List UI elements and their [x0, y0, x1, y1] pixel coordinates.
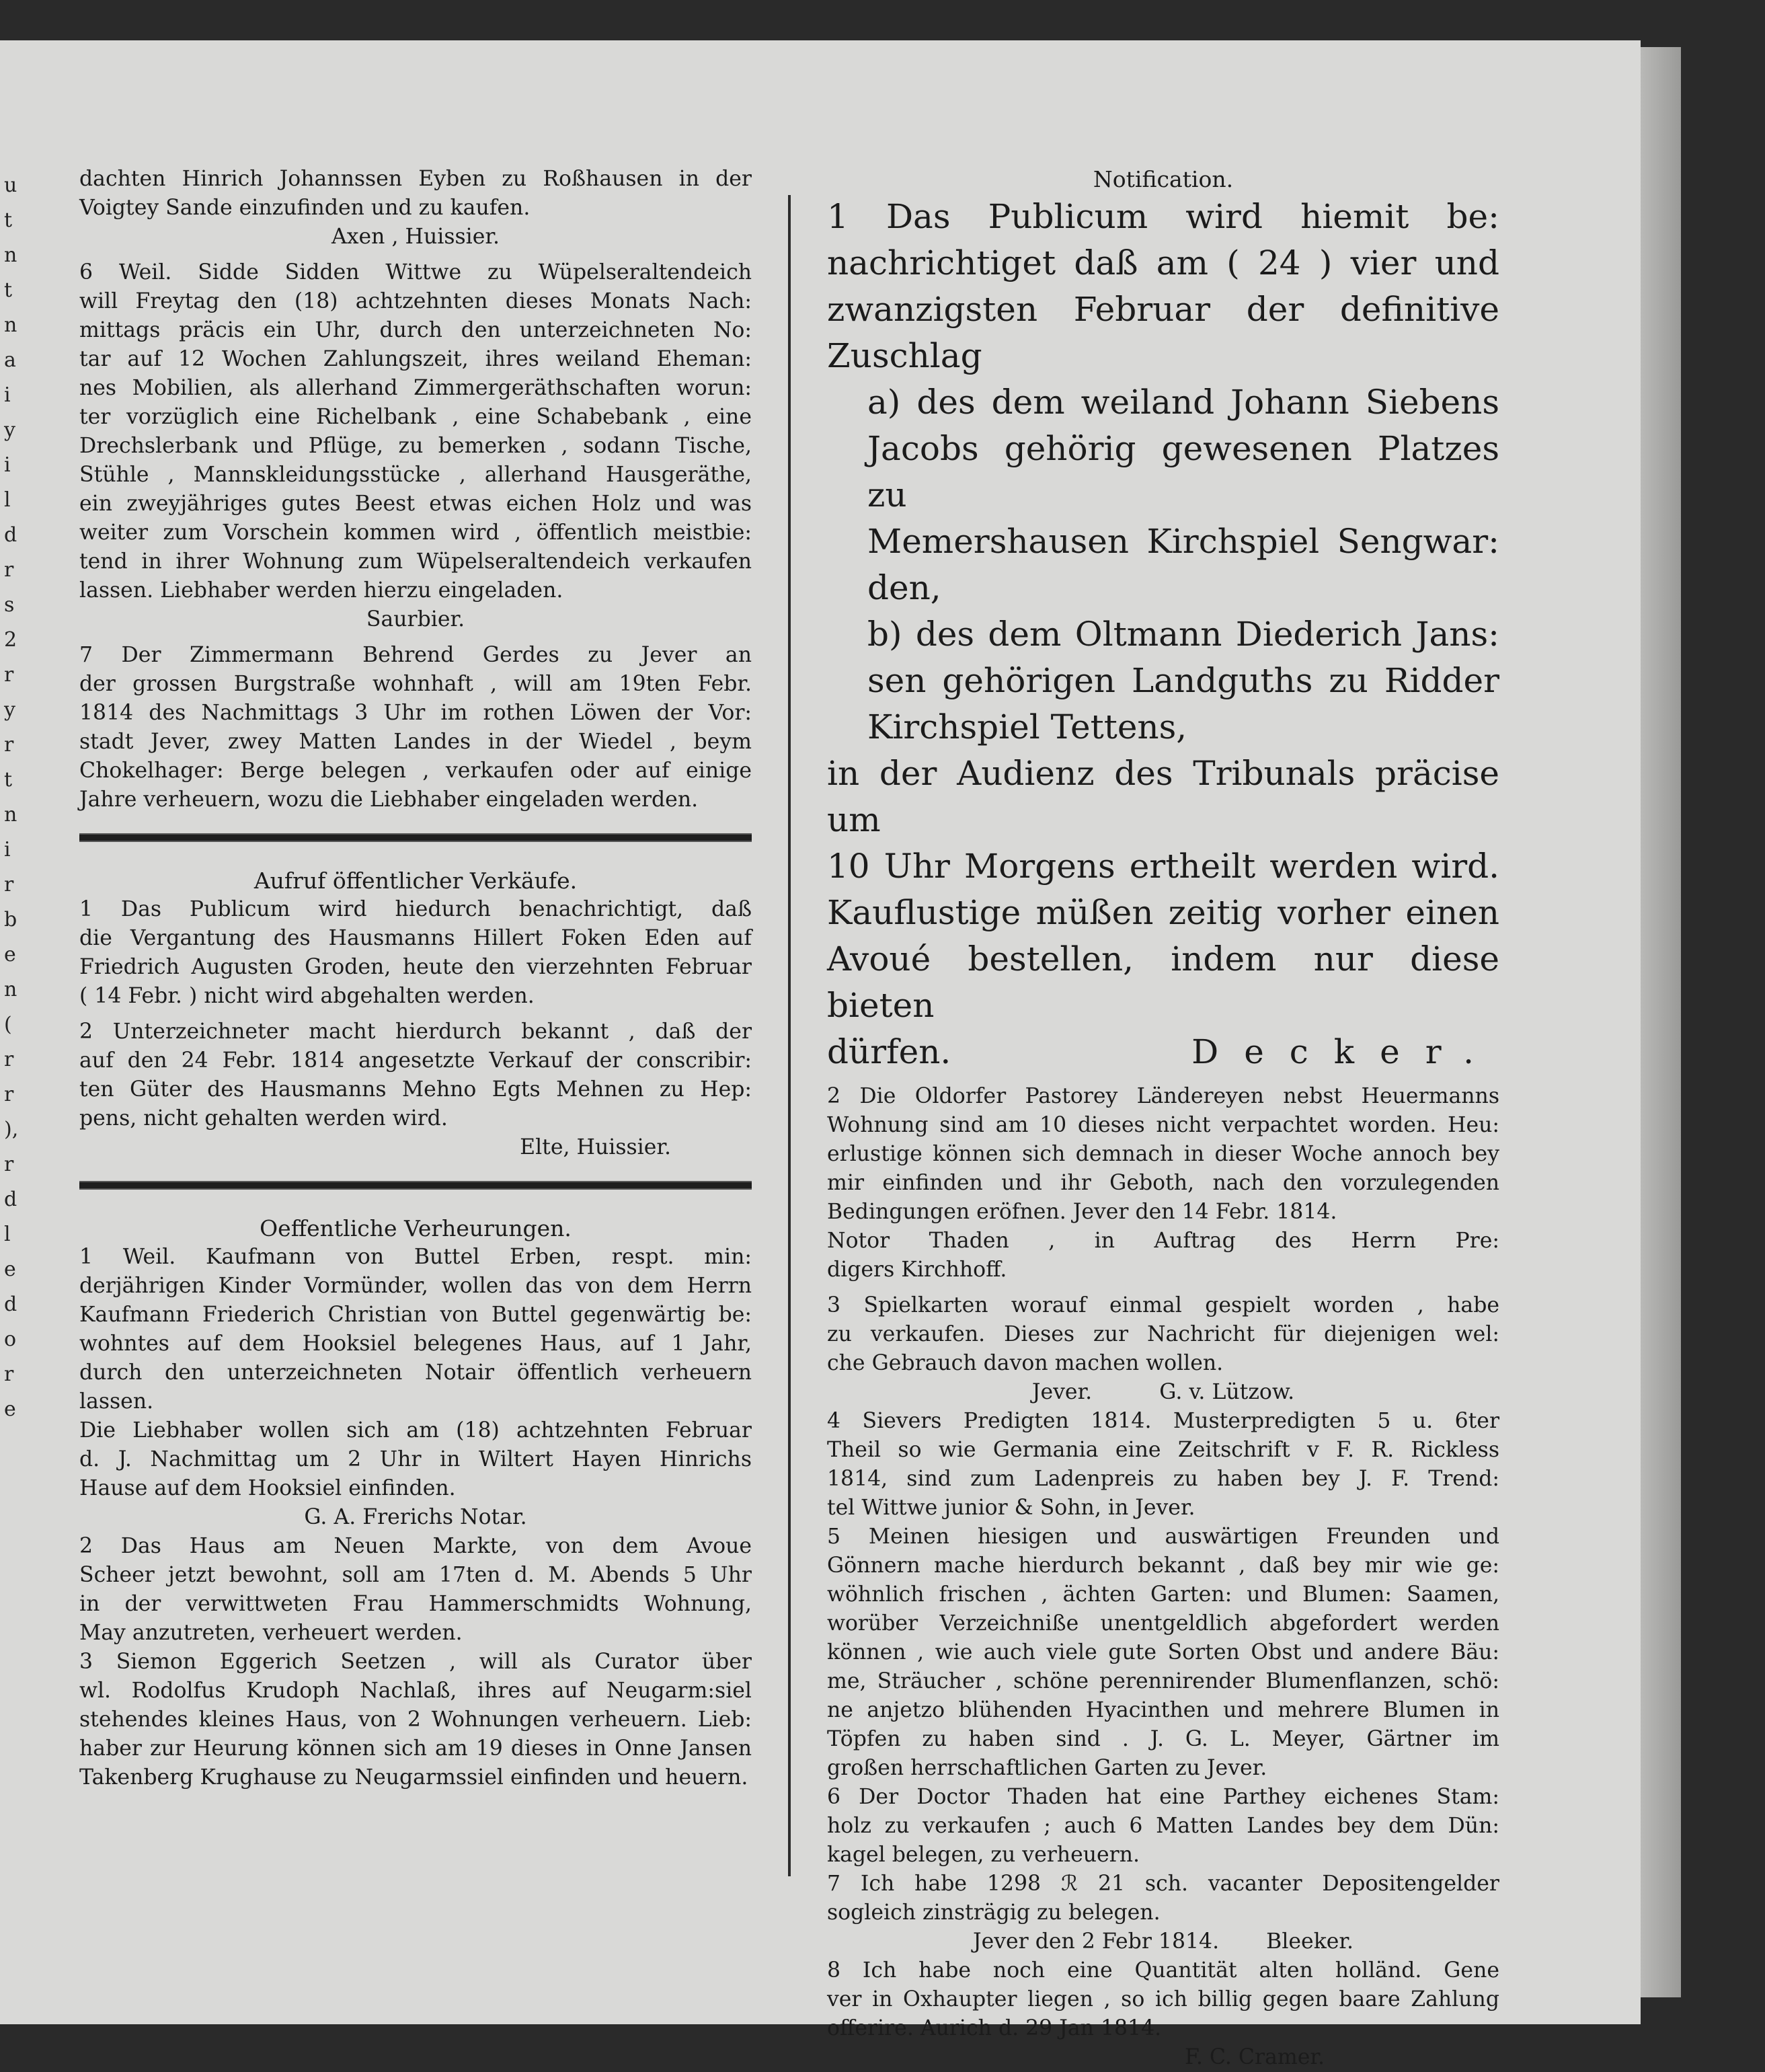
- text-line: zwanzigsten Februar der definitive Zuschlag: [827, 290, 1499, 375]
- margin-fragment: a: [4, 348, 16, 372]
- text-line: Takenberg Krughause zu Neugarmssiel einfinden und heuern.: [79, 1765, 748, 1790]
- text-line: 2 Die Oldorfer Pastorey Ländereyen nebst Heuermanns: [827, 1084, 1499, 1108]
- text-line: Die Liebhaber wollen sich am (18) achtzehnten Februar: [79, 1418, 752, 1443]
- margin-fragment: e: [4, 1258, 16, 1281]
- verheur-2: [79, 1532, 752, 1648]
- text-line: weiter zum Vorschein kommen wird , öffentlich meistbie:: [79, 521, 752, 545]
- text-line: können , wie auch viele gute Sorten Obst und andere Bäu:: [827, 1640, 1499, 1664]
- text-line: Gönnern mache hierdurch bekannt , daß bey mir wie ge:: [827, 1553, 1499, 1578]
- margin-fragment: s: [4, 593, 15, 617]
- text-line: 2 Unterzeichneter macht hierdurch bekannt , daß der: [79, 1020, 752, 1044]
- text-line: ne anjetzo blühenden Hyacinthen und mehrere Blumen in: [827, 1698, 1499, 1722]
- text-line: a) des dem weiland Johann Siebens: [867, 383, 1499, 422]
- text-line: 8 Ich habe noch eine Quantität alten holländ. Gene: [827, 1958, 1499, 1983]
- text-line: 7 Der Zimmermann Behrend Gerdes zu Jever an: [79, 643, 752, 667]
- left-column: [79, 165, 752, 1792]
- text-line: b) des dem Oltmann Diederich Jans:: [867, 615, 1499, 654]
- text-line: offerire. Aurich d. 29 Jan 1814.: [827, 2016, 1162, 2040]
- text-line: in der Audienz des Tribunals präcise um: [827, 754, 1499, 839]
- text-line: durch den unterzeichneten Notair öffentlich verheuern lassen.: [79, 1360, 752, 1414]
- margin-fragment: r: [4, 558, 14, 582]
- text-line: in der verwittweten Frau Hammerschmidts Wohnung,: [79, 1592, 752, 1616]
- margin-fragment: r: [4, 1363, 14, 1386]
- big-notice-end: [827, 751, 1499, 1075]
- margin-fragment: e: [4, 1397, 16, 1421]
- text-line: Memershausen Kirchspiel Sengwar:: [867, 522, 1499, 561]
- text-line: 1814 des Nachmittags 3 Uhr im rothen Löwen der Vor:: [79, 701, 752, 725]
- text-line: Scheer jetzt bewohnt, soll am 17ten d. M. Abends 5 Uhr: [79, 1563, 752, 1587]
- text-line: tel Wittwe junior & Sohn, in Jever.: [827, 1496, 1195, 1520]
- text-line: pens, nicht gehalten werden wird.: [79, 1106, 448, 1130]
- text-line: Avoué bestellen, indem nur diese bieten: [827, 939, 1499, 1025]
- signature-elte: Elte, Huissier.: [520, 1135, 671, 1159]
- text-line: Friedrich Augusten Groden, heute den vierzehnten Februar: [79, 955, 752, 979]
- margin-fragment: r: [4, 1083, 14, 1106]
- margin-fragment: t: [4, 278, 13, 302]
- text-line: 1814, sind zum Ladenpreis zu haben bey J. F. Trend:: [827, 1467, 1499, 1491]
- text-line: Theil so wie Germania eine Zeitschrift v F. R. Rickless: [827, 1438, 1499, 1462]
- text-line: 3 Spielkarten worauf einmal gespielt worden , habe: [827, 1293, 1499, 1317]
- heading-verheurungen: Oeffentliche Verheurungen.: [260, 1215, 572, 1241]
- text-line: 7 Ich habe 1298 ℛ 21 sch. vacanter Depositengelder: [827, 1872, 1499, 1896]
- text-line: der grossen Burgstraße wohnhaft , will am 19ten Febr.: [79, 672, 752, 696]
- text-line: Chokelhager: Berge belegen , verkaufen oder auf einige: [79, 759, 752, 783]
- verheur-3: [79, 1648, 752, 1792]
- margin-fragment: r: [4, 1153, 14, 1176]
- margin-fragment: u: [4, 174, 17, 197]
- margin-fragment: n: [4, 978, 17, 1001]
- margin-fragment: d: [4, 1293, 17, 1316]
- margin-fragment: b: [4, 908, 17, 931]
- text-line: May anzutreten, verheuert werden.: [79, 1621, 463, 1645]
- text-line: dürfen.: [827, 1032, 951, 1071]
- margin-fragment: o: [4, 1328, 17, 1351]
- heading-notification: Notification.: [1093, 166, 1234, 192]
- signature-saurbier: Saurbier.: [366, 607, 465, 631]
- margin-fragment: ),: [4, 1118, 19, 1141]
- text-line: Stühle , Mannskleidungsstücke , allerhand Hausgeräthe,: [79, 463, 752, 487]
- text-line: holz zu verkaufen ; auch 6 Matten Landes bey dem Dün:: [827, 1814, 1499, 1838]
- text-line: stehendes kleines Haus, von 2 Wohnungen verheuern. Lieb:: [79, 1708, 752, 1732]
- text-line: tend in ihrer Wohnung zum Wüpelseraltendeich verkaufen: [79, 549, 752, 574]
- section-rule: [79, 833, 752, 842]
- text-line: kagel belegen, zu verheuern.: [827, 1843, 1140, 1867]
- margin-fragment: d: [4, 523, 17, 547]
- text-line: ver in Oxhaupter liegen , so ich billig gegen baare Zahlung: [827, 1987, 1499, 2011]
- margin-fragment: l: [4, 1223, 11, 1246]
- text-line: Kaufmann Friederich Christian von Buttel gegenwärtig be:: [79, 1303, 752, 1327]
- text-line: digers Kirchhoff.: [827, 1258, 1007, 1282]
- text-line: 6 Der Doctor Thaden hat eine Parthey eichenes Stam:: [827, 1785, 1499, 1809]
- text-line: Notor Thaden , in Auftrag des Herrn Pre:: [827, 1229, 1499, 1253]
- text-line: dachten Hinrich Johannssen Eyben zu Roßhausen in der: [79, 167, 752, 191]
- text-line: die Vergantung des Hausmanns Hillert Foken Eden auf: [79, 926, 752, 950]
- text-line: Drechslerbank und Pflüge, zu bemerken , sodann Tische,: [79, 434, 752, 458]
- notice-r3: [827, 1291, 1499, 1378]
- text-line: che Gebrauch davon machen wollen.: [827, 1351, 1224, 1375]
- notice-r8: [827, 1956, 1499, 2043]
- text-line: großen herrschaftlichen Garten zu Jever.: [827, 1756, 1267, 1780]
- section-rule: [79, 1181, 752, 1190]
- text-line: Jahre verheuern, wozu die Liebhaber eingeladen werden.: [79, 788, 699, 812]
- text-line: Wohnung sind am 10 dieses nicht verpachtet worden. Heu:: [827, 1113, 1499, 1137]
- text-line: Bedingungen eröfnen. Jever den 14 Febr. 1814.: [827, 1200, 1337, 1224]
- margin-fragment: d: [4, 1188, 17, 1211]
- margin-fragment: y: [4, 698, 15, 722]
- text-line: ten Güter des Hausmanns Mehno Egts Mehnen zu Hep:: [79, 1077, 752, 1102]
- signature-cramer: F. C. Cramer.: [1184, 2045, 1325, 2069]
- text-line: nachrichtiget daß am ( 24 ) vier und: [827, 243, 1499, 282]
- margin-fragment: r: [4, 663, 14, 687]
- text-line: 3 Siemon Eggerich Seetzen , will als Curator über: [79, 1650, 752, 1674]
- signature-decker: Decker.: [1191, 1032, 1499, 1071]
- margin-fragment: n: [4, 803, 17, 827]
- text-line: stadt Jever, zwey Matten Landes in der Wiedel , beym: [79, 730, 752, 754]
- notice-r6: [827, 1783, 1499, 1870]
- margin-fragment: t: [4, 768, 13, 792]
- text-line: d. J. Nachmittag um 2 Uhr in Wiltert Hayen Hinrichs: [79, 1447, 752, 1471]
- margin-fragment: y: [4, 418, 15, 442]
- notice-r5: [827, 1523, 1499, 1783]
- heading-aufruf: Aufruf öffentlicher Verkäufe.: [253, 868, 578, 894]
- margin-fragment: r: [4, 1048, 14, 1071]
- text-line: 1 Das Publicum wird hiedurch benachrichtigt, daß: [79, 897, 752, 921]
- text-line: will Freytag den (18) achtzehnten dieses Monats Nach:: [79, 289, 752, 313]
- notice-r7: [827, 1870, 1499, 1927]
- text-line: wöhnlich frischen , ächten Garten: und Blumen: Saamen,: [827, 1582, 1499, 1607]
- margin-fragment: i: [4, 838, 11, 861]
- margin-fragment: e: [4, 943, 16, 966]
- text-line: mittags präcis ein Uhr, durch den unterzeichneten No:: [79, 318, 752, 342]
- notice-r2: [827, 1082, 1499, 1227]
- item-b: [827, 611, 1499, 751]
- text-line: 6 Weil. Sidde Sidden Wittwe zu Wüpelseraltendeich: [79, 260, 752, 284]
- margin-fragment: 2: [4, 628, 17, 652]
- margin-fragment: (: [4, 1013, 12, 1036]
- aufruf-1: [79, 895, 752, 1011]
- margin-fragment: n: [4, 313, 17, 337]
- text-line: haber zur Heurung können sich am 19 dieses in Onne Jansen: [79, 1736, 752, 1761]
- text-line: 2 Das Haus am Neuen Markte, von dem Avoue: [79, 1534, 752, 1558]
- text-line: nes Mobilien, als allerhand Zimmergeräthschaften worun:: [79, 376, 752, 400]
- text-line: Jacobs gehörig gewesenen Platzes zu: [867, 429, 1499, 514]
- previous-page-margin: [4, 168, 24, 1427]
- text-line: Kauflustige müßen zeitig vorher einen: [827, 893, 1499, 932]
- signature-luetzow: Jever. G. v. Lützow.: [1031, 1380, 1295, 1404]
- text-line: 1 Das Publicum wird hiemit be:: [827, 197, 1499, 236]
- margin-fragment: r: [4, 733, 14, 757]
- text-line: erlustige können sich demnach in dieser Woche annoch bey: [827, 1142, 1499, 1166]
- text-line: 10 Uhr Morgens ertheilt werden wird.: [827, 847, 1499, 886]
- signature-thaden: [827, 1227, 1499, 1284]
- column-divider: [788, 195, 791, 1876]
- signature-bleeker: Jever den 2 Febr 1814. Bleeker.: [972, 1929, 1354, 1954]
- text-line: ( 14 Febr. ) nicht wird abgehalten werden.: [79, 984, 535, 1008]
- text-line: derjährigen Kinder Vormünder, wollen das von dem Herrn: [79, 1274, 752, 1298]
- margin-fragment: n: [4, 243, 17, 267]
- text-line: zu verkaufen. Dieses zur Nachricht für diejenigen wel:: [827, 1322, 1499, 1346]
- item-a: [827, 379, 1499, 611]
- text-line: Kirchspiel Tettens,: [867, 707, 1187, 746]
- big-notice: [827, 194, 1499, 379]
- margin-fragment: i: [4, 453, 11, 477]
- signature-axen: Axen , Huissier.: [331, 225, 500, 249]
- text-line: sen gehörigen Landguths zu Ridder: [867, 661, 1499, 700]
- margin-fragment: l: [4, 488, 11, 512]
- aufruf-2: [79, 1018, 752, 1133]
- notice-continuation: [79, 165, 752, 223]
- verheur-1: [79, 1243, 752, 1503]
- margin-fragment: i: [4, 383, 11, 407]
- text-line: wl. Rodolfus Krudoph Nachlaß, ihres auf Neugarm:siel: [79, 1679, 752, 1703]
- notice-6: [79, 258, 752, 605]
- text-line: ein zweyjähriges gutes Beest etwas eichen Holz und was: [79, 492, 752, 516]
- text-line: lassen. Liebhaber werden hierzu eingeladen.: [79, 578, 563, 603]
- margin-fragment: r: [4, 873, 14, 896]
- text-line: 5 Meinen hiesigen und auswärtigen Freunden und: [827, 1525, 1499, 1549]
- notice-7: [79, 641, 752, 814]
- text-line: auf den 24 Febr. 1814 angesetzte Verkauf der conscribir:: [79, 1048, 752, 1073]
- text-line: mir einfinden und ihr Geboth, nach den vorzulegenden: [827, 1171, 1499, 1195]
- signature-frerichs: G. A. Frerichs Notar.: [304, 1505, 527, 1529]
- text-line: Voigtey Sande einzufinden und zu kaufen.: [79, 196, 531, 220]
- text-line: me, Sträucher , schöne perennirender Blumenflanzen, schö:: [827, 1669, 1499, 1693]
- text-line: wohntes auf dem Hooksiel belegenes Haus, auf 1 Jahr,: [79, 1332, 752, 1356]
- notice-r4: [827, 1407, 1499, 1523]
- margin-fragment: t: [4, 208, 13, 232]
- text-line: Hause auf dem Hooksiel einfinden.: [79, 1476, 456, 1500]
- text-line: Töpfen zu haben sind . J. G. L. Meyer, Gärtner im: [827, 1727, 1499, 1751]
- text-line: tar auf 12 Wochen Zahlungszeit, ihres weiland Eheman:: [79, 347, 752, 371]
- text-line: ter vorzüglich eine Richelbank , eine Schabebank , eine: [79, 405, 752, 429]
- text-line: 1 Weil. Kaufmann von Buttel Erben, respt. min:: [79, 1245, 752, 1269]
- text-line: worüber Verzeichniße unentgeldlich abgefordert werden: [827, 1611, 1499, 1636]
- text-line: sogleich zinsträgig zu belegen.: [827, 1901, 1161, 1925]
- right-column: [827, 165, 1499, 2072]
- text-line: 4 Sievers Predigten 1814. Musterpredigten 5 u. 6ter: [827, 1409, 1499, 1433]
- text-line: den,: [867, 568, 941, 607]
